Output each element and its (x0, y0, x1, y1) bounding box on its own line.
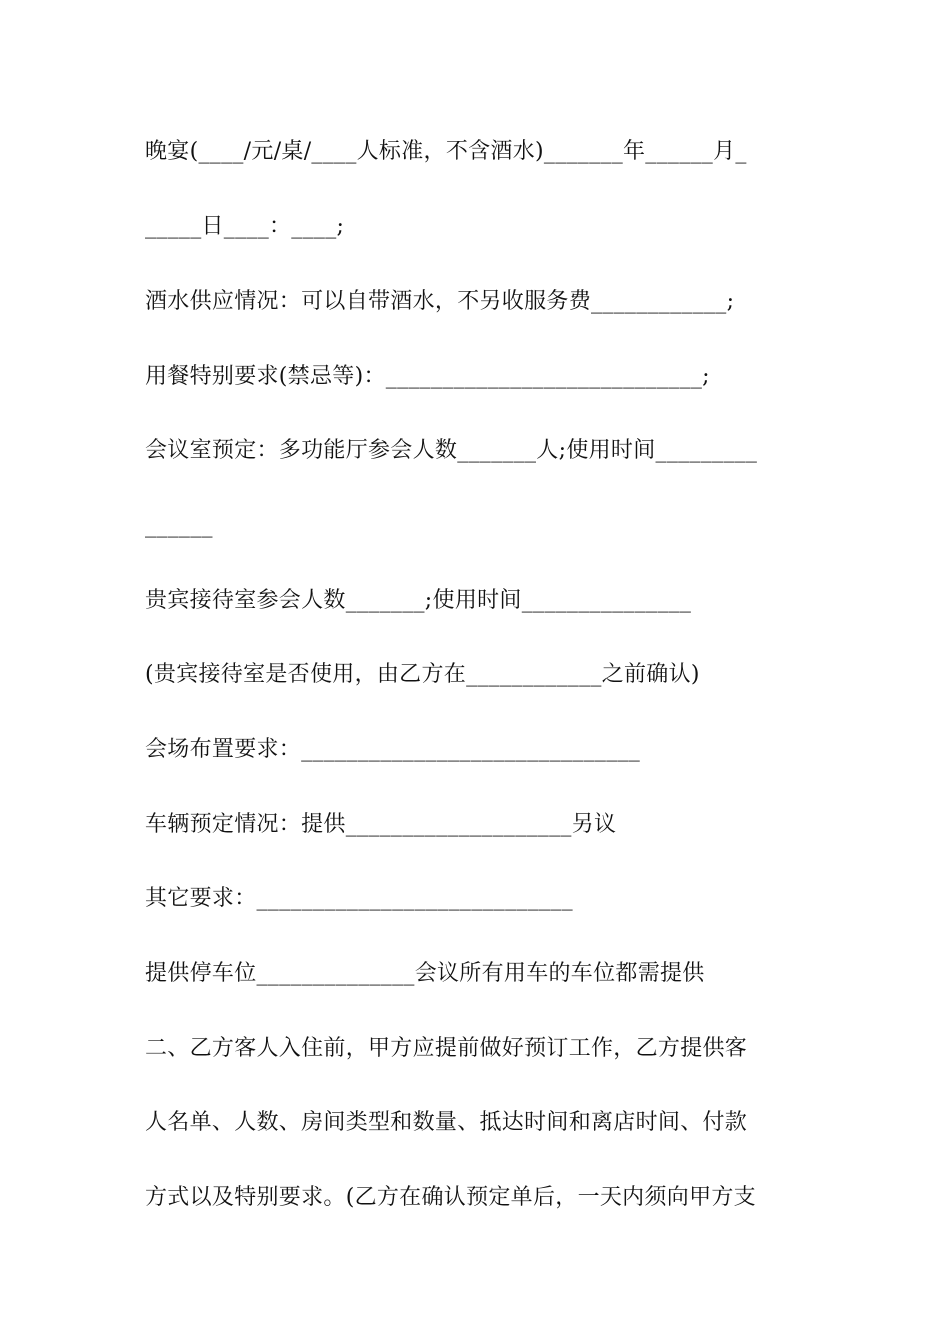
vehicle-booking-line: 车辆预定情况：提供____________________另议 (145, 812, 617, 837)
meeting-room-booking-continuation: ______ (145, 513, 213, 538)
dining-special-requirements-line: 用餐特别要求(禁忌等)：____________________________; (145, 364, 710, 389)
beverage-supply-line: 酒水供应情况：可以自带酒水，不另收服务费____________; (145, 289, 735, 314)
clause-two-line-2: 人名单、人数、房间类型和数量、抵达时间和离店时间、付款 (145, 1110, 748, 1135)
banquet-standard-line: 晚宴(____/元/桌/____人标准，不含酒水)_______年______月_ (145, 139, 747, 164)
venue-setup-requirements-line: 会场布置要求：______________________________ (145, 737, 641, 762)
vip-reception-room-line: 贵宾接待室参会人数_______;使用时间_______________ (145, 588, 692, 613)
banquet-date-time-line: _____日____：____; (145, 214, 345, 239)
clause-two-line-3: 方式以及特别要求。(乙方在确认预定单后，一天内须向甲方支 (145, 1185, 756, 1210)
vip-room-confirmation-line: (贵宾接待室是否使用，由乙方在____________之前确认) (145, 662, 700, 687)
clause-two-line-1: 二、乙方客人入住前，甲方应提前做好预订工作，乙方提供客 (145, 1036, 748, 1061)
other-requirements-line: 其它要求：____________________________ (145, 886, 573, 911)
parking-provision-line: 提供停车位______________会议所有用车的车位都需提供 (145, 961, 705, 986)
meeting-room-booking-line: 会议室预定：多功能厅参会人数_______人;使用时间_________ (145, 438, 758, 463)
